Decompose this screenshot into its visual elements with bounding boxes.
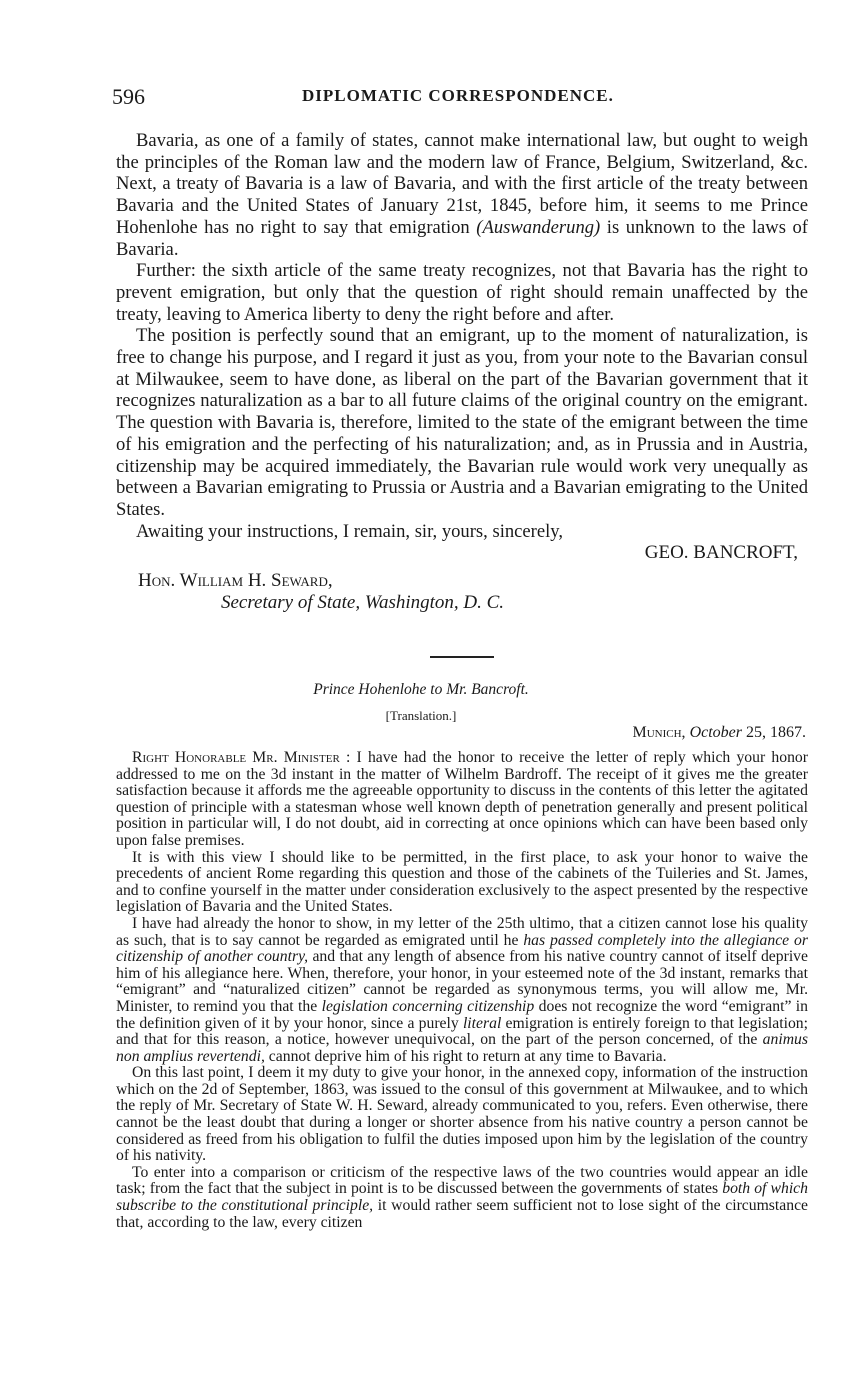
dateline: Munich, October 25, 1867. [632, 724, 806, 741]
paragraph: On this last point, I deem it my duty to give your honor, in the annexed copy, information of the instruction which on the 2d of September, 1863, was issued to the consul of this government at Milwaukee, and to which the reply of Mr. Secretary of State W. H. Seward, already communicated to you, refers. Even otherwise, there cannot be the least doubt that during a longer or shorter absence from his native country a person cannot be considered as freed from his obligation to fulfil the duties imposed upon him by the legislation of the country of his nativity. [116, 1064, 808, 1165]
salutation: Right Honorable Mr. Minister : [132, 749, 351, 766]
paragraph: To enter into a comparison or criticism of the respective laws of the two countries would appear an idle task; from the fact that the subject in point is to be discussed between the governments of states both of which subscribe to the constitutional principle, it would rather seem sufficient not to lose sight of the circumstance that, according to the law, every citizen [116, 1163, 808, 1231]
page-header [112, 84, 812, 114]
paragraph: Further: the sixth article of the same treaty recognizes, not that Bavaria has the right to prevent emigration, but only that the question of right should remain unaffected by the treaty, leaving to America liberty to deny the right before and after. [116, 260, 808, 325]
hohenlohe-letter [116, 750, 808, 1231]
paragraph [116, 130, 808, 260]
paragraph: It is with this view I should like to be permitted, in the first place, to ask your honor to waive the precedents of ancient Rome regarding this question and those of the cabinets of the Tuileries and St. James, and to confine yourself in the matter under consideration exclusively to the aspect presented by the respective legislation of Bavaria and the United States. [116, 848, 808, 916]
addressee-name: Hon. William H. Seward, [138, 570, 333, 592]
paragraph [116, 750, 808, 850]
paragraph-text: I have had the honor to receive the letter of reply which your honor addressed to me on the 3d instant in the matter of Wilhelm Bardroff. The receipt of it gives me the greater satisfaction because it affords me the agreeable opportunity to discuss in the contents of this letter the agitated question of principle with a statesman whose well known depth of penetration generally and present political position in particular will, I do not doubt, aid in correcting at once opinions which can have been based only upon false premises. [116, 749, 808, 849]
paragraph: I have had already the honor to show, in my letter of the 25th ultimo, that a citizen cannot lose his quality as such, that is to say cannot be regarded as emigrated until he has passed completely into the allegiance or citizenship of another country, and that any length of absence from his native country cannot of itself deprive him of his allegiance here. When, therefore, your honor, in your esteemed note of the 3d instant, remarks that “emigrant” and “naturalized citizen” cannot be regarded as synonymous terms, you will allow me, Mr. Minister, to remind you that the legislation concerning citizenship does not recognize the word “emigrant” in the definition given of it by your honor, since a purely literal emigration is entirely foreign to that legislation; and that for this reason, a notice, however unequivocal, on the part of the person concerned, of the animus non amplius revertendi, cannot deprive him of his right to return at any time to Bavaria. [116, 914, 809, 1065]
section-divider [430, 656, 494, 658]
signature: GEO. BANCROFT, [644, 542, 798, 564]
translation-note: [Translation.] [385, 708, 457, 723]
italic-term: (Auswanderung) [476, 216, 601, 238]
paragraph: The position is perfectly sound that an emigrant, up to the moment of naturalization, is free to change his purpose, and I regard it just as you, from your note to the Bavarian consul at Milwaukee, seem to have done, as liberal on the part of the Bavarian government that it recognizes naturalization as a bar to all future claims of the original country on the emigrant. The question with Bavaria is, therefore, limited to the state of the emigrant between the time of his emigration and the perfecting of his naturalization; and, as in Prussia and in Austria, citizenship may be acquired immediately, the Bavarian rule would work very unequally as between a Bavarian emigrating to Prussia or Austria and a Bavarian emigrating to the United States. [116, 325, 808, 520]
bancroft-letter [116, 130, 808, 613]
paragraph-text: Bavaria, as one of a family of states, cannot make international law, but ought to weigh the principles of the Roman law and the modern law of France, Belgium, Switzerland, &c. Next, a treaty of Bavaria is a law of Bavaria, and with the first article of the treaty between Bavaria and the United States of January 21st, 1845, before him, it seems to me Prince Hohenlohe has no right to say that emigration [116, 130, 808, 238]
closing-line: Awaiting your instructions, I remain, sir, yours, sincerely, [136, 520, 564, 542]
page-number: 596 [112, 84, 145, 109]
running-title: DIPLOMATIC CORRESPONDENCE. [302, 86, 614, 105]
addressee-office: Secretary of State, Washington, D. C. [221, 591, 505, 613]
addressee-block [116, 570, 808, 613]
paragraph-text: is unknown to the laws of Bavaria. [116, 216, 808, 260]
letter-title: Prince Hohenlohe to Mr. Bancroft. [313, 681, 529, 698]
